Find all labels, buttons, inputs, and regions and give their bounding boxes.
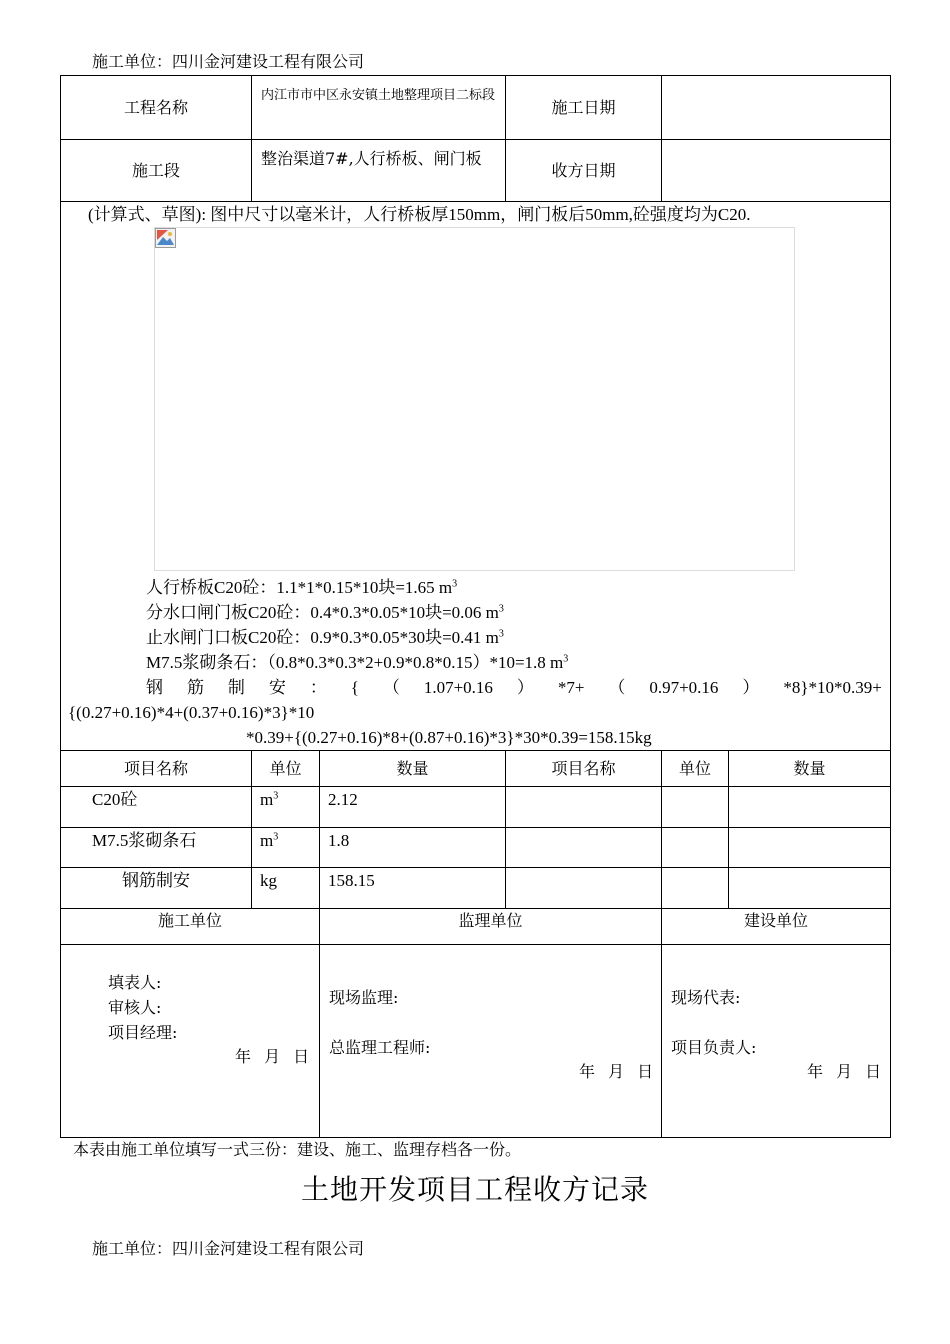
site-supervisor-label: 现场监理:: [329, 988, 399, 1007]
table-row: [60, 867, 252, 909]
empty-cell: [505, 867, 662, 909]
sig-construction-title-cell: [60, 908, 320, 945]
next-header-unit-name: 四川金河建设工程有限公司: [172, 1239, 365, 1258]
empty-cell: [505, 786, 662, 828]
next-header-unit-label: 施工单位：: [92, 1239, 173, 1258]
qty-header-name-2: 项目名称: [505, 750, 662, 787]
sig-construction-box: [60, 944, 320, 1138]
item-unit-cell: [251, 827, 320, 868]
table-row: [60, 827, 252, 868]
item-unit: kg: [260, 871, 277, 890]
footer-note: 本表由施工单位填写一式三份：建设、施工、监理存档各一份。: [73, 1140, 522, 1159]
construction-date-value: [662, 76, 890, 98]
empty-cell: [661, 867, 729, 909]
sig-owner-title-cell: [661, 908, 891, 945]
page-title: 土地开发项目工程收方记录: [300, 1173, 649, 1206]
construction-date-cell: [661, 75, 891, 140]
construction-date-label-cell: [505, 75, 662, 140]
section-label-cell: [60, 139, 252, 202]
item-name: C20砼: [92, 790, 138, 809]
project-name: 内江市市中区永安镇土地整理项目二标段: [261, 88, 496, 103]
empty-cell: [661, 827, 729, 868]
qty-header-unit-2: 单位: [661, 750, 729, 787]
manager-label: 项目经理:: [108, 1023, 178, 1042]
item-unit-cell: [251, 867, 320, 909]
empty-cell: [728, 867, 891, 909]
sig-supervision-title: 监理单位: [458, 911, 523, 930]
qty-header-name-1: 项目名称: [60, 750, 252, 787]
qty-header-qty-1: 数量: [319, 750, 506, 787]
item-name: M7.5浆砌条石: [92, 831, 197, 850]
project-leader-label: 项目负责人:: [671, 1038, 757, 1057]
site-rep-label: 现场代表:: [671, 988, 741, 1007]
section-cell: [251, 139, 506, 202]
sig-construction-title: 施工单位: [157, 911, 222, 930]
cube-sup-1: 3: [452, 578, 458, 590]
sig-owner-title: 建设单位: [743, 911, 808, 930]
calc-line-1: 人行桥板C20砼：1.1*1*0.15*10块=1.65 $m^3$: [146, 578, 458, 597]
owner-date-line: 年 月 日: [807, 1062, 882, 1081]
project-name-label-cell: [60, 75, 252, 140]
calc-line-2: 分水口闸门板C20砼：0.4*0.3*0.05*10块=0.06 $m^3$: [146, 603, 504, 622]
item-unit-cell: [251, 786, 320, 828]
construction-date-label: 施工日期: [551, 98, 616, 117]
item-qty: 2.12: [328, 790, 358, 809]
qty-header-unit-1: 单位: [251, 750, 320, 787]
cube-sup-3: 3: [498, 628, 504, 640]
survey-date-label-cell: [505, 139, 662, 202]
broken-image-icon: [155, 228, 177, 248]
section-value: 整治渠道7#,人行桥板、闸门板: [261, 149, 482, 168]
empty-cell: [728, 786, 891, 828]
header-unit-name: 四川金河建设工程有限公司: [172, 52, 365, 71]
item-qty-cell: [319, 786, 506, 828]
rebar-line-2: {(0.27+0.16)*4+(0.37+0.16)*3}*10: [68, 703, 315, 722]
header-unit: [92, 52, 364, 72]
header-unit-label: 施工单位：: [92, 52, 173, 71]
table-row: [60, 786, 252, 828]
survey-date-cell: [661, 139, 891, 202]
item-unit: m: [260, 790, 274, 809]
sig-owner-box: [661, 944, 891, 1138]
item-qty-cell: [319, 827, 506, 868]
calc-line-4: M7.5浆砌条石：（0.8*0.3*0.3*2+0.9*0.8*0.15）*10=1.8 $m^3$: [146, 653, 569, 672]
item-name: 钢筋制安: [122, 871, 190, 890]
cube-sup-4: 3: [563, 653, 569, 665]
item-unit-sup: 3: [273, 831, 279, 843]
sig-supervision-box: [319, 944, 662, 1138]
item-unit: m: [260, 831, 274, 850]
survey-date-value: [662, 140, 890, 161]
sketch-image-placeholder: [154, 227, 795, 571]
rebar-line-1: 钢 筋 制 安 ： { （ 1.07+0.16 ） *7+ （ 0.97+0.16 ） *8}*10*0.39+: [146, 678, 882, 697]
cube-sup-2: 3: [498, 603, 504, 615]
section-label: 施工段: [131, 161, 180, 180]
sig-supervision-title-cell: [319, 908, 662, 945]
filler-label: 填表人:: [108, 973, 162, 992]
project-name-cell: [251, 75, 506, 140]
item-qty: 1.8: [328, 831, 350, 850]
reviewer-label: 审核人:: [108, 998, 162, 1017]
construction-date-line: 年 月 日: [235, 1047, 310, 1066]
empty-cell: [661, 786, 729, 828]
calc-intro: (计算式、草图): 图中尺寸以毫米计，人行桥板厚150mm，闸门板后50mm,砼强度均为C20.: [88, 205, 751, 224]
item-unit-sup: 3: [273, 790, 279, 802]
project-name-label: 工程名称: [123, 98, 188, 117]
empty-cell: [728, 827, 891, 868]
chief-engineer-label: 总监理工程师:: [329, 1038, 431, 1057]
survey-date-label: 收方日期: [551, 161, 616, 180]
qty-header-qty-2: 数量: [728, 750, 891, 787]
calc-line-3: 止水闸门口板C20砼：0.9*0.3*0.05*30块=0.41 $m^3$: [146, 628, 504, 647]
item-qty-cell: [319, 867, 506, 909]
empty-cell: [505, 827, 662, 868]
item-qty: 158.15: [328, 871, 375, 890]
next-header-unit: [92, 1239, 364, 1259]
rebar-line-3: *0.39+{(0.27+0.16)*8+(0.87+0.16)*3}*30*0.39=158.15kg: [246, 728, 652, 747]
supervision-date-line: 年 月 日: [579, 1062, 654, 1081]
